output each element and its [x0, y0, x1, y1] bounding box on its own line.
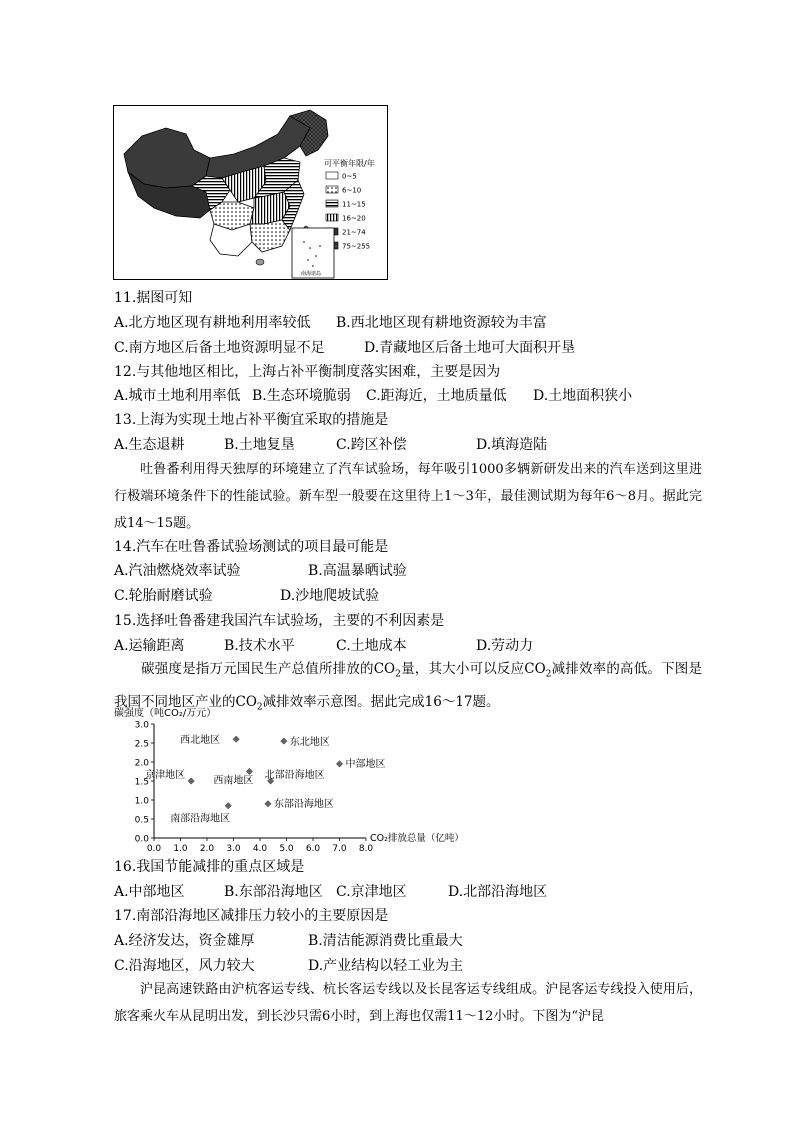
x-tick-label: 1.0 [173, 844, 188, 854]
x-tick-label: 5.0 [279, 844, 294, 854]
q16-option-b: B.东部沿海地区 [224, 884, 323, 900]
q13-stem: 13.上海为实现土地占补平衡宜采取的措施是 [114, 412, 389, 428]
data-label: 西北地区 [180, 735, 221, 747]
y-tick-label: 0.0 [134, 834, 149, 845]
inset-label: 南海诸岛 [301, 271, 322, 277]
legend-label-5: 75~255 [342, 242, 371, 251]
legend-swatch-1 [326, 186, 338, 193]
legend-label-0: 0~5 [342, 172, 357, 181]
q12-option-d: D.土地面积狭小 [533, 388, 633, 404]
passage2-part2: 量，其大小可以反应CO [400, 661, 546, 677]
map-svg [114, 106, 387, 279]
q14-option-b: B.高温暴晒试验 [308, 563, 407, 579]
x-tick-label: 3.0 [226, 844, 241, 854]
q14-stem: 14.汽车在吐鲁番试验场测试的项目最可能是 [114, 539, 389, 555]
y-tick-label: 1.0 [134, 796, 149, 807]
q11-option-c: C.南方地区后备土地资源明显不足 [114, 340, 325, 356]
q13-option-d: D.填海造陆 [476, 437, 548, 453]
q16-stem: 16.我国节能减排的重点区域是 [114, 859, 305, 875]
region-south [250, 220, 290, 252]
y-tick-label: 1.5 [134, 777, 149, 788]
y-tick-label: 2.0 [134, 758, 149, 769]
x-tick-label: 6.0 [305, 844, 321, 854]
data-point [225, 803, 231, 809]
subscript-2: 2 [395, 669, 401, 680]
y-tick-label: 2.5 [134, 739, 149, 750]
passage-railway: 沪昆高速铁路由沪杭客运专线、杭长客运专线以及长昆客运专线组成。沪昆客运专线投入使用后，旅客乘火车从昆明出发，到长沙只需6小时，到上海也仅需11～12小时。下图为“沪昆 [114, 982, 702, 1024]
y-axis-label: 碳强度（吨CO₂/万元） [114, 708, 217, 719]
data-point [233, 736, 239, 742]
q11-option-b: B.西北地区现有耕地资源较为丰富 [336, 315, 547, 331]
subscript-2: 2 [256, 702, 263, 713]
q12-stem: 12.与其他地区相比，上海占补平衡制度落实困难，主要是因为 [114, 364, 501, 380]
q16-option-c: C.京津地区 [336, 884, 407, 900]
q13-option-a: A.生态退耕 [114, 437, 185, 453]
q14-option-d: D.沙地爬坡试验 [280, 588, 380, 604]
legend-title: 可平衡年限/年 [324, 159, 375, 168]
q13-option-b: B.土地复垦 [224, 437, 295, 453]
data-label: 西南地区 [213, 775, 254, 787]
q13-option-c: C.跨区补偿 [336, 437, 407, 453]
carbon-scatter-chart [112, 704, 482, 854]
q17-option-a: A.经济发达，资金雄厚 [114, 933, 255, 949]
q11-option-a: A.北方地区现有耕地利用率较低 [114, 315, 311, 331]
x-tick-label: 8.0 [358, 844, 374, 854]
passage-turpan: 吐鲁番利用得天独厚的环境建立了汽车试验场，每年吸引1000多辆新研发出来的汽车送到这里进行极端环境条件下的性能试验。新车型一般要在这里待上1～3年，最佳测试期为每年6～8月。据此完成14～15题。 [114, 462, 702, 531]
q11-option-d: D.青藏地区后备土地可大面积开垦 [364, 340, 576, 356]
data-label: 京津地区 [145, 770, 186, 781]
legend-swatch-3 [326, 214, 338, 221]
x-tick-label: 7.0 [332, 844, 347, 854]
q16-option-a: A.中部地区 [114, 884, 185, 900]
q15-option-d: D.劳动力 [476, 638, 534, 654]
x-tick-label: 4.0 [252, 844, 268, 854]
q12-option-c: C.距海近，土地质量低 [366, 388, 507, 404]
legend-label-4: 21~74 [342, 228, 366, 237]
q15-option-a: A.运输距离 [114, 638, 185, 654]
china-land-balance-map [113, 105, 388, 280]
data-point [188, 778, 194, 784]
passage2-part4: 减排效率示意图。据此完成16～17题。 [262, 693, 500, 710]
region-hainan [256, 259, 264, 265]
q15-option-b: B.技术水平 [224, 638, 295, 654]
q12-option-a: A.城市土地利用率低 [114, 388, 241, 404]
y-tick-label: 3.0 [134, 720, 149, 731]
data-label: 东部沿海地区 [273, 798, 334, 810]
x-tick-label: 2.0 [199, 844, 215, 854]
data-point [265, 801, 271, 807]
chart-svg [112, 704, 482, 854]
y-tick-label: 0.5 [134, 815, 149, 826]
q14-option-c: C.轮胎耐磨试验 [114, 588, 213, 604]
q11-stem: 11.据图可知 [114, 290, 193, 306]
q17-stem: 17.南部沿海地区减排压力较小的主要原因是 [114, 908, 389, 924]
data-label: 东北地区 [289, 737, 330, 749]
data-point [281, 738, 287, 744]
x-axis-label: CO₂排放总量（亿吨） [370, 833, 464, 844]
passage2-part1: 碳强度是指万元国民生产总值所排放的CO [141, 661, 396, 677]
q17-option-b: B.清洁能源消费比重最大 [308, 933, 463, 949]
q17-option-d: D.产业结构以轻工业为主 [308, 958, 464, 974]
data-label: 北部沿海地区 [264, 770, 325, 781]
data-label: 中部地区 [345, 758, 386, 770]
data-point [336, 761, 342, 767]
q14-option-a: A.汽油燃烧效率试验 [114, 563, 241, 579]
legend-label-2: 11~15 [342, 200, 366, 209]
q16-option-d: D.北部沿海地区 [448, 884, 548, 900]
q15-stem: 15.选择吐鲁番建我国汽车试验场，主要的不利因素是 [114, 613, 445, 629]
data-label: 南部沿海地区 [170, 813, 231, 825]
data-point [246, 768, 252, 774]
legend-label-3: 16~20 [342, 214, 366, 223]
passage2-part3: 减排效率的高低。下图是我国不同地区产业的CO [114, 661, 702, 710]
subscript-2: 2 [545, 669, 552, 680]
legend-label-1: 6~10 [342, 186, 362, 195]
legend-swatch-0 [326, 172, 338, 179]
legend-swatch-2 [326, 200, 338, 207]
x-tick-label: 0.0 [146, 844, 162, 854]
q15-option-c: C.土地成本 [336, 638, 407, 654]
q17-option-c: C.沿海地区，风力较大 [114, 958, 255, 974]
q12-option-b: B.生态环境脆弱 [252, 388, 351, 404]
